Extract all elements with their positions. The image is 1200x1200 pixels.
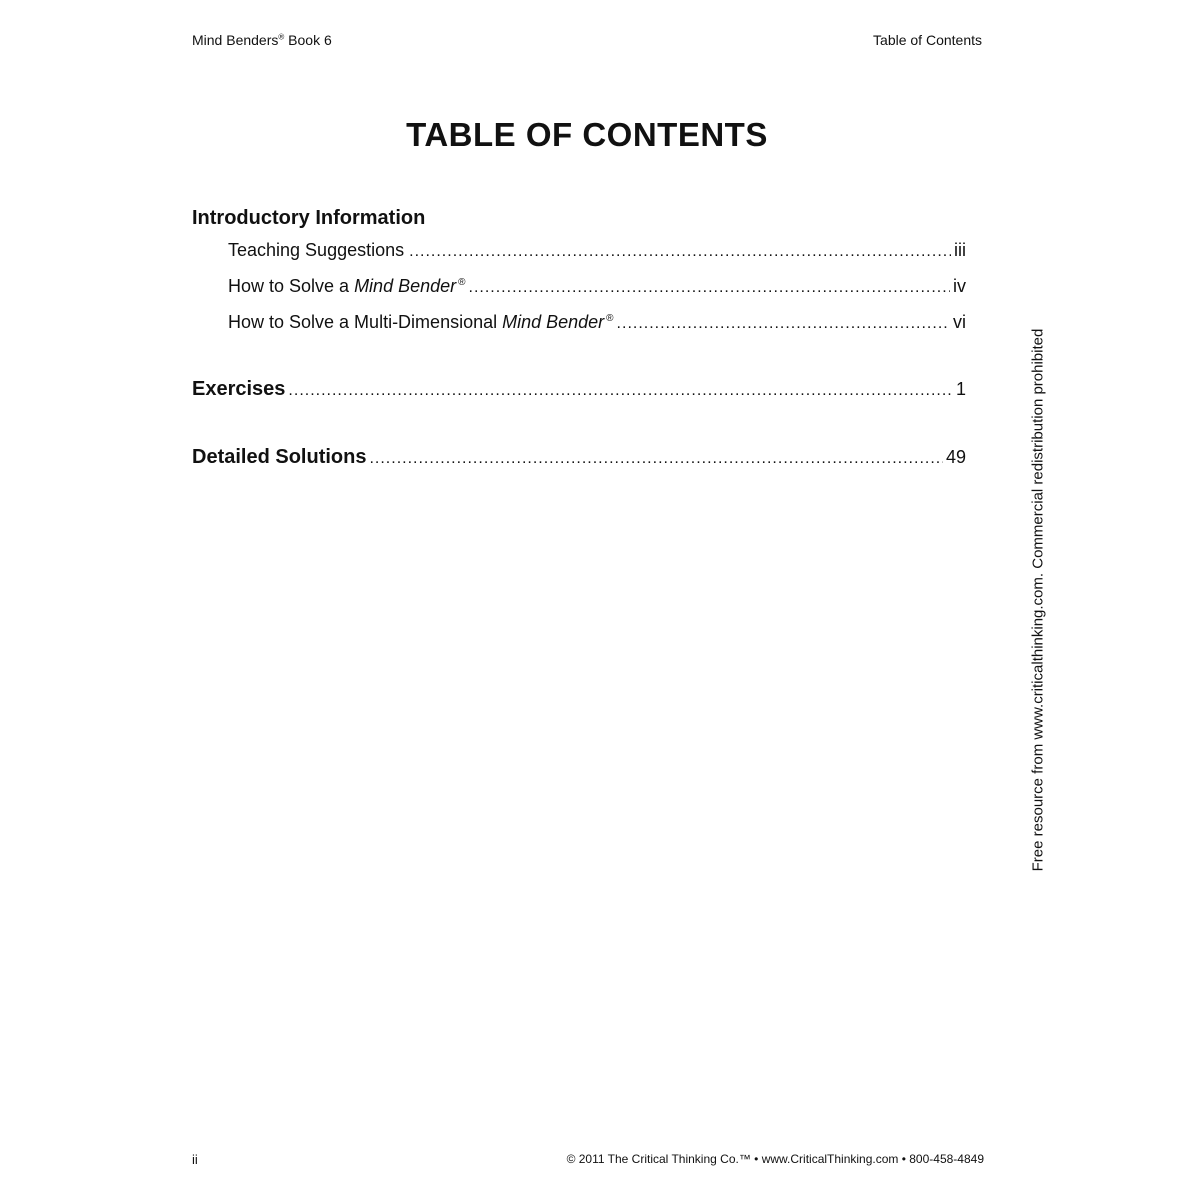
leader-dots (409, 234, 951, 270)
toc-entry-how-to-solve (228, 268, 966, 304)
page-number: ii (192, 1152, 198, 1167)
running-head-book-title (192, 32, 332, 48)
toc-entry-text: How to Solve a Multi-Dimensional (228, 312, 503, 332)
toc-entry-label (228, 304, 614, 340)
toc-entry-exercises (192, 374, 966, 404)
running-head-section: Table of Contents (873, 32, 982, 48)
book-title: Mind Benders (192, 32, 279, 48)
table-of-contents (192, 204, 966, 472)
toc-entry-page: 49 (945, 447, 966, 467)
toc-entry-label (228, 268, 466, 304)
intro-heading: Introductory Information (192, 207, 426, 229)
book-number: Book 6 (284, 32, 332, 48)
leader-dots (288, 376, 953, 406)
leader-dots (369, 444, 943, 474)
toc-entry-emphasis: Mind Bender (354, 276, 457, 296)
redistribution-notice: Free resource from www.criticalthinking.com. Commercial redistribution prohibited (1029, 328, 1047, 872)
page-title: TABLE OF CONTENTS (406, 116, 768, 153)
toc-entry-page: iii (954, 240, 966, 260)
registered-mark: ® (278, 32, 285, 42)
toc-entry-page: iv (953, 276, 966, 296)
toc-entry-page: vi (953, 312, 966, 332)
footer-copyright: © 2011 The Critical Thinking Co.™ • www.CriticalThinking.com • 800-458-4849 (566, 1152, 984, 1166)
toc-entry-detailed-solutions (192, 442, 966, 472)
registered-mark: ® (458, 277, 466, 288)
toc-entry-label: Exercises (192, 378, 286, 400)
leader-dots (469, 270, 951, 306)
toc-entry-multi-dimensional (228, 304, 966, 340)
registered-mark: ® (606, 313, 614, 324)
toc-entry-label: Detailed Solutions (192, 446, 367, 468)
toc-entry-page: 1 (955, 379, 966, 399)
toc-entry-text: Teaching Suggestions (228, 240, 405, 260)
toc-entry-emphasis: Mind Bender (502, 312, 605, 332)
leader-dots (617, 306, 950, 342)
toc-entry-label (228, 232, 406, 268)
toc-entry-text: How to Solve a (228, 276, 355, 296)
toc-entry-teaching-suggestions (228, 232, 966, 268)
